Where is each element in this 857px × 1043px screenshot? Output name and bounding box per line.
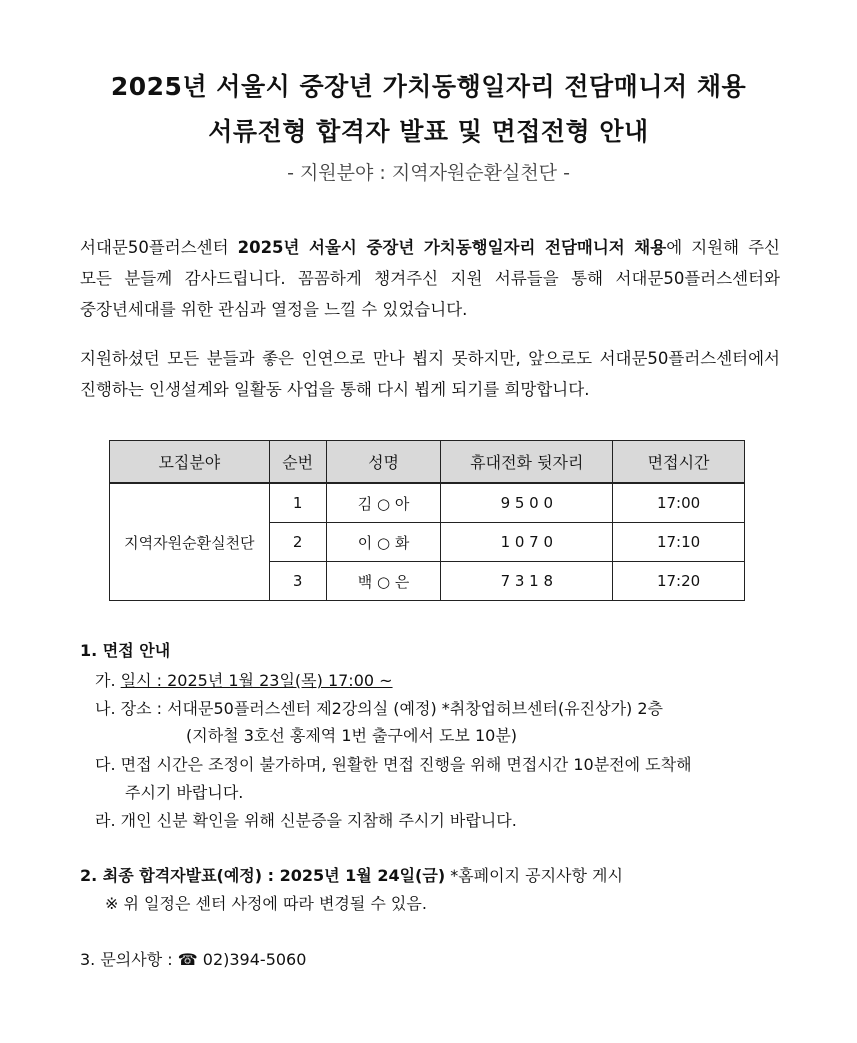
final-note: *홈페이지 공지사항 게시 [445, 866, 623, 885]
interview-date [95, 668, 393, 691]
intro-paragraph-2: 지원하셨던 모든 분들과 좋은 인연으로 만나 뵙지 못하지만, 앞으로도 서대문50플러스센터에서 진행하는 인생설계와 일활동 사업을 통해 다시 뵙게 되기를 희망합니다. [80, 349, 780, 399]
page-title-line2: 서류전형 합격자 발표 및 면접전형 안내 [208, 117, 649, 146]
interview-section-title: 1. 면접 안내 [80, 641, 171, 660]
interview-id-note: 라. 개인 신분 확인을 위해 신분증을 지참해 주시기 바랍니다. [95, 811, 517, 830]
interview-date-text: 일시 : 2025년 1월 23일(목) 17:00 ~ [120, 671, 393, 690]
phone-cell: 9 5 0 0 [441, 483, 613, 523]
name-cell: 김 ○ 아 [326, 483, 441, 523]
name-cell: 백 ○ 은 [326, 562, 441, 601]
header-time: 면접시간 [613, 441, 745, 484]
time-cell: 17:10 [613, 523, 745, 562]
phone-cell: 7 3 1 8 [441, 562, 613, 601]
interview-place-directions: (지하철 3호선 홍제역 1번 출구에서 도보 10분) [186, 726, 518, 745]
interview-time-note: 다. 면접 시간은 조정이 불가하며, 원활한 면접 진행을 위해 면접시간 10분전에 도착해 [95, 755, 692, 774]
final-title: 2. 최종 합격자발표(예정) : 2025년 1월 24일(금) [80, 866, 446, 885]
page-title: 2025년 서울시 중장년 가치동행일자리 전담매니저 채용 [110, 72, 747, 101]
contact-phone: 02)394-5060 [197, 950, 307, 969]
no-cell: 1 [269, 483, 326, 523]
intro-suffix: 에 지원해 주신 모든 분들께 감사드립니다. 꼼꼼하게 챙겨주신 지원 서류들을 통해 서대문50플러스센터와 중장년세대를 위한 관심과 열정을 느낄 수 있었습니다. [80, 238, 780, 319]
phone-cell: 1 0 7 0 [441, 523, 613, 562]
header-phone: 휴대전화 뒷자리 [441, 441, 613, 484]
schedule-caution: ※ 위 일정은 센터 사정에 따라 변경될 수 있음. [105, 894, 427, 913]
contact-label: 3. 문의사항 : [80, 950, 178, 969]
applicant-table [109, 440, 745, 601]
intro-paragraph-1 [80, 232, 780, 325]
header-no: 순번 [269, 441, 326, 484]
name-cell: 이 ○ 화 [326, 523, 441, 562]
interview-date-label: 가. [95, 671, 121, 690]
intro-prefix: 서대문50플러스센터 [80, 238, 238, 257]
intro-bold-title: 2025년 서울시 중장년 가치동행일자리 전담매니저 채용 [237, 238, 667, 257]
phone-icon: ☎ [177, 950, 198, 969]
header-field: 모집분야 [110, 441, 270, 484]
interview-time-note-cont: 주시기 바랍니다. [125, 783, 244, 802]
table-header-row [110, 441, 745, 484]
interview-place: 나. 장소 : 서대문50플러스센터 제2강의실 (예정) *취창업허브센터(유진상가) 2층 [95, 699, 663, 718]
time-cell: 17:00 [613, 483, 745, 523]
page-subtitle: - 지원분야 : 지역자원순환실천단 - [287, 162, 570, 184]
final-announcement [80, 863, 623, 886]
table-row [110, 483, 745, 523]
header-name: 성명 [326, 441, 441, 484]
no-cell: 3 [269, 562, 326, 601]
no-cell: 2 [269, 523, 326, 562]
contact-info [80, 947, 306, 970]
field-cell: 지역자원순환실천단 [110, 483, 270, 601]
time-cell: 17:20 [613, 562, 745, 601]
